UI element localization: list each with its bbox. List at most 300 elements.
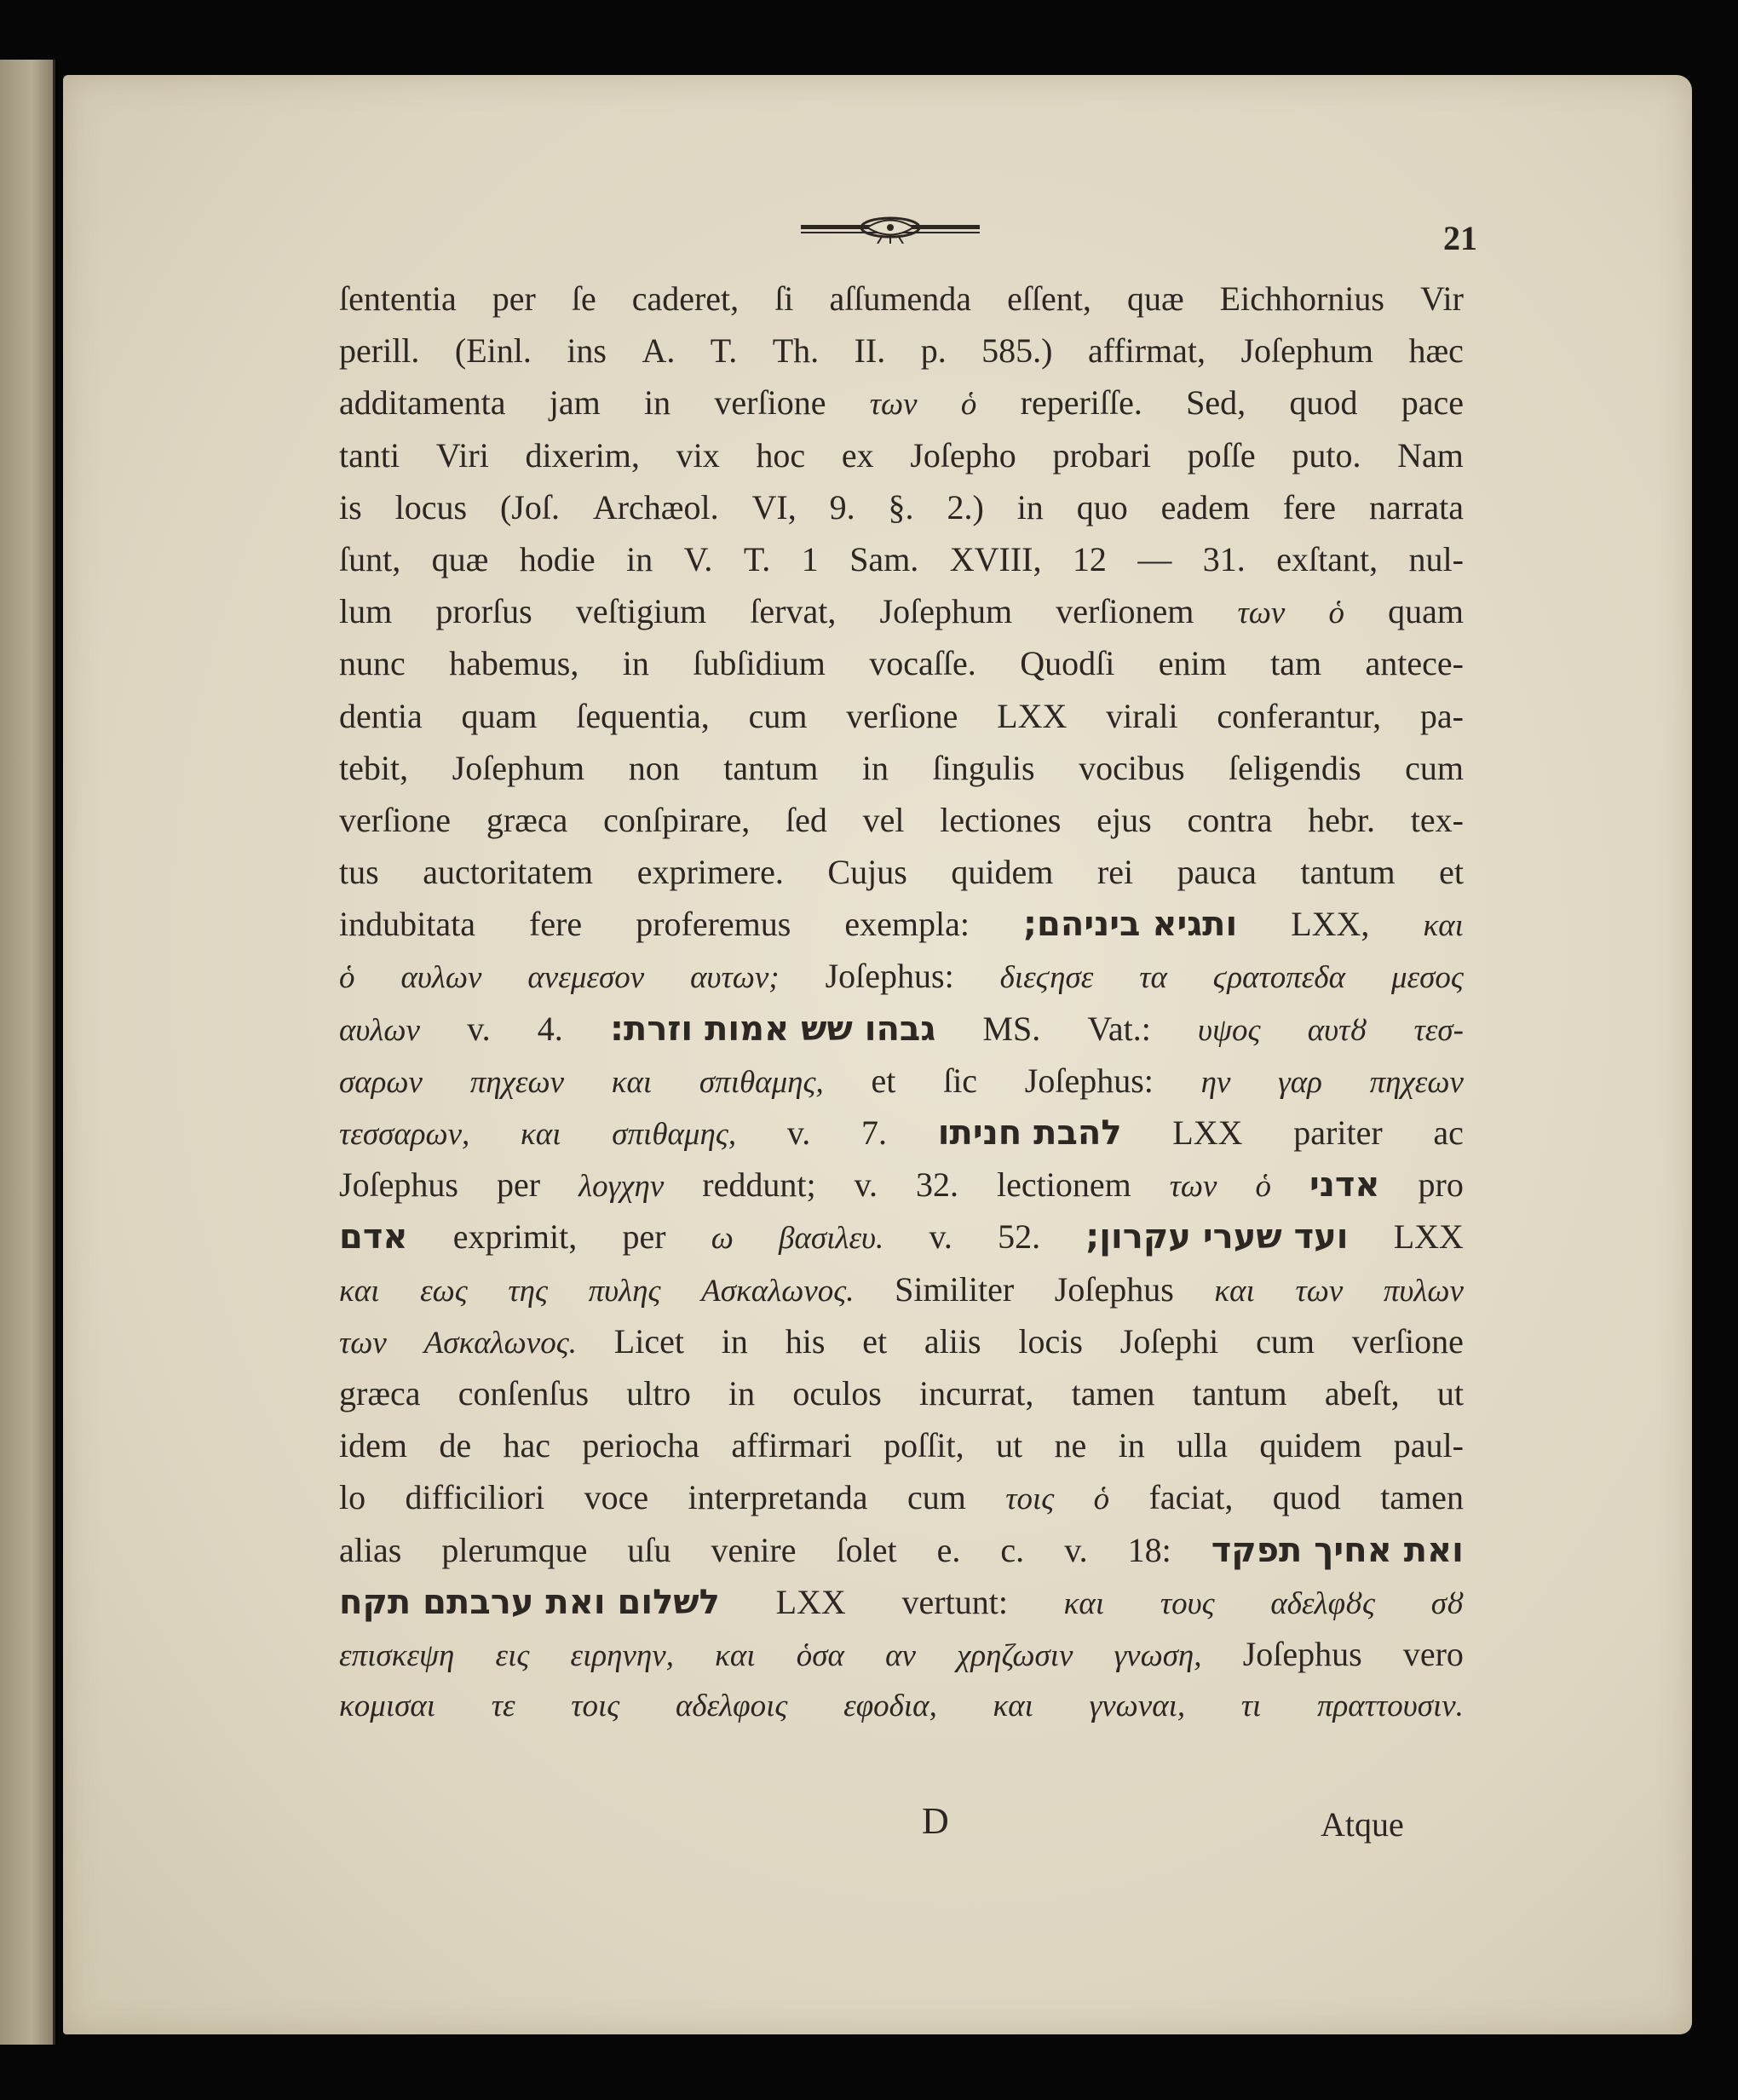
word: vel (862, 800, 905, 839)
word: V. (683, 539, 713, 578)
greek-word: πηχεων (469, 1064, 564, 1100)
word: is (339, 487, 362, 526)
word: ex (841, 435, 874, 475)
greek-word: αυλων (339, 1012, 420, 1048)
word: tam (1270, 644, 1322, 683)
word: tantum (1300, 853, 1396, 892)
word: Eichhornius (1219, 279, 1384, 318)
word: II. (854, 331, 886, 371)
greek-word: Ασκαλωνος. (701, 1273, 855, 1309)
text-line (339, 1367, 1464, 1419)
word: Joſephus (339, 1165, 458, 1205)
word: difficiliori (405, 1478, 545, 1517)
greek-word: σαρων (339, 1064, 423, 1100)
word: affirmari (731, 1426, 852, 1465)
word: jam (549, 383, 601, 423)
word: et (1439, 853, 1464, 892)
word: poſſe (1187, 435, 1256, 475)
word: vix (676, 435, 720, 475)
word: non (628, 748, 680, 787)
word: reperiſſe. (1020, 383, 1142, 423)
word: enim (1158, 644, 1227, 683)
greek-word: επισκεψη (339, 1637, 455, 1673)
word: exprimere. (636, 853, 784, 892)
word: voce (584, 1478, 649, 1517)
greek-word: και (715, 1637, 756, 1673)
word: habemus, (449, 644, 579, 683)
word: locis (1018, 1321, 1083, 1361)
greek-word: σπιθαμης, (699, 1064, 824, 1100)
word: v. (854, 1165, 878, 1205)
greek-word: γαρ (1278, 1064, 1322, 1100)
word: LXX (1172, 1113, 1243, 1152)
hebrew-phrase: להבת חניתו (937, 1113, 1122, 1153)
word: hoc (756, 435, 806, 475)
word: puto. (1292, 435, 1361, 475)
greek-word: μεσος (1390, 960, 1464, 996)
word: Licet (613, 1321, 684, 1361)
header-ornament (801, 213, 980, 244)
greek-word: εως (420, 1273, 468, 1309)
word: idem (339, 1426, 407, 1465)
word: 9. (829, 487, 855, 526)
word: rei (1096, 853, 1134, 892)
word: ſingulis (932, 748, 1035, 787)
word: Viri (435, 435, 489, 475)
text-line (339, 1055, 1464, 1107)
word: locus (394, 487, 468, 526)
word: periocha (582, 1426, 700, 1465)
word: græca (339, 1373, 421, 1412)
word: lo (339, 1478, 366, 1517)
word: LXX (1393, 1217, 1464, 1257)
word: Similiter (895, 1269, 1015, 1309)
word: probari (1052, 435, 1151, 475)
word: ſic (943, 1061, 978, 1100)
word: LXX, (1291, 905, 1370, 944)
word: Archæol. (592, 487, 719, 526)
word: conferantur, (1217, 696, 1382, 735)
greek-word: τι (1240, 1689, 1262, 1724)
word: alias (339, 1530, 402, 1569)
word: exprimit, (452, 1217, 578, 1257)
word: virali (1106, 696, 1178, 735)
word: ſe (571, 279, 596, 318)
word: in (861, 748, 889, 787)
greek-word: ανεμεσον (527, 960, 645, 996)
greek-word: τεσσαρων, (339, 1117, 470, 1152)
word: vertunt: (901, 1582, 1008, 1621)
greek-word: χρηζωσιν (957, 1637, 1073, 1673)
word: in (1118, 1426, 1145, 1465)
word: pauca (1177, 853, 1257, 892)
greek-word: ην (1200, 1064, 1231, 1100)
text-line (339, 533, 1464, 585)
greek-word: Ασκαλωνος. (423, 1325, 577, 1361)
greek-word: πυλης (588, 1273, 661, 1309)
word: LXX (997, 696, 1068, 735)
word: pariter (1293, 1113, 1383, 1152)
greek-word: τα (1139, 960, 1167, 996)
word: 7. (861, 1113, 888, 1152)
word: verſionem (1056, 592, 1194, 631)
text-line (339, 794, 1464, 846)
signature-mark: D (922, 1800, 949, 1842)
greek-word: και (611, 1064, 653, 1100)
word: exſtant, (1276, 539, 1378, 578)
catchword: Atque (1321, 1805, 1404, 1844)
text-line (339, 1315, 1464, 1367)
word: conſenſus (458, 1373, 590, 1412)
word: cum (906, 1478, 966, 1517)
word: §. (888, 487, 914, 526)
word: auctoritatem (423, 853, 594, 892)
word: in (728, 1373, 756, 1412)
greek-word: ὁσα (796, 1637, 844, 1673)
word: ut (995, 1426, 1023, 1465)
text-line (339, 950, 1464, 1002)
word: 52. (998, 1217, 1041, 1257)
greek-word: αδελφȣς (1270, 1585, 1376, 1621)
word: c. (1000, 1530, 1025, 1569)
word: T. (743, 539, 771, 578)
word: ulla (1177, 1426, 1229, 1465)
greek-word: σȣ (1430, 1585, 1464, 1621)
word: Joſephum (452, 748, 585, 787)
text-line (339, 690, 1464, 742)
word: — (1137, 539, 1172, 578)
word: v. (929, 1217, 952, 1257)
word: (Einl. (454, 331, 532, 371)
word: in (622, 644, 649, 683)
word: Th. (772, 331, 820, 371)
greek-word: πηχεων (1369, 1064, 1464, 1100)
word: vocibus (1079, 748, 1185, 787)
word: ſolet (836, 1530, 897, 1569)
greek-word: ὁ (1328, 595, 1344, 631)
word: additamenta (339, 383, 506, 423)
word: (Joſ. (499, 487, 560, 526)
greek-word: των (1295, 1273, 1344, 1309)
word: Vir (1419, 279, 1464, 318)
word: Joſephum (879, 592, 1013, 631)
word: ſententia (339, 279, 457, 318)
previous-page-edge (0, 60, 55, 2045)
word: tamen (1071, 1373, 1155, 1412)
word: nunc (339, 644, 406, 683)
text-line (339, 377, 1464, 429)
word: affirmat, (1087, 331, 1206, 371)
word: v. (786, 1113, 811, 1152)
word: Nam (1397, 435, 1464, 475)
text-line (339, 429, 1464, 481)
greek-word: ω (711, 1221, 734, 1257)
word: et (862, 1321, 888, 1361)
word: ultro (626, 1373, 691, 1412)
hebrew-phrase: גבהו שש אמות וזרת: (610, 1009, 936, 1049)
greek-word: αυτων; (690, 960, 780, 996)
text-line (339, 1680, 1464, 1732)
word: et (871, 1061, 896, 1100)
word: ac (1433, 1113, 1464, 1152)
word: tamen (1380, 1478, 1464, 1517)
word: ejus (1096, 800, 1152, 839)
word: 12 (1072, 539, 1107, 578)
word: 1 (801, 539, 819, 578)
word: Cujus (827, 853, 907, 892)
word: ſervat, (750, 592, 837, 631)
hebrew-phrase: ותגיא ביניהם; (1023, 905, 1238, 945)
greek-word: τεσ- (1413, 1012, 1464, 1048)
word: XVIII, (949, 539, 1042, 578)
text-line (339, 846, 1464, 898)
text-line (339, 898, 1464, 950)
word: cum (1256, 1321, 1315, 1361)
word: Joſephum (1240, 331, 1374, 371)
word: ne (1054, 1426, 1087, 1465)
word: Sed, (1186, 383, 1246, 423)
greek-word: και (1063, 1585, 1105, 1621)
greek-word: ϛρατοπεδα (1212, 960, 1346, 996)
word: dentia (339, 696, 423, 735)
word: verſione (714, 383, 826, 423)
greek-word: και (339, 1273, 380, 1309)
greek-word: ὁ (960, 387, 977, 423)
text-line (339, 1524, 1464, 1576)
word: incurrat, (919, 1373, 1034, 1412)
word: per (622, 1217, 666, 1257)
greek-word: των (1169, 1169, 1217, 1205)
word: plerumque (441, 1530, 588, 1569)
word: v. (1064, 1530, 1088, 1569)
word: MS. (982, 1009, 1041, 1048)
word: ut (1436, 1373, 1464, 1412)
word: quæ (1126, 279, 1184, 318)
greek-word: υψος (1198, 1012, 1261, 1048)
word: prorſus (435, 592, 532, 631)
greek-word: και (1423, 908, 1464, 944)
word: venire (711, 1530, 797, 1569)
word: fere (1282, 487, 1337, 526)
word: tus (339, 853, 379, 892)
word: quam (461, 696, 538, 735)
text-line (339, 481, 1464, 533)
word: quod (1272, 1478, 1341, 1517)
word: exempla: (844, 905, 970, 944)
word: ſeligendis (1229, 748, 1361, 787)
greek-word: αυλων (400, 960, 482, 996)
word: ſunt, (339, 539, 401, 578)
greek-word: ὁ (1093, 1482, 1110, 1517)
word: contra (1187, 800, 1273, 839)
word: verſione (846, 696, 958, 735)
word: tanti (339, 435, 400, 475)
word: perill. (339, 331, 420, 371)
word: 4. (537, 1009, 563, 1048)
word: pace (1401, 383, 1464, 423)
text-line (339, 1263, 1464, 1315)
word: reddunt; (702, 1165, 816, 1205)
text-line (339, 1107, 1464, 1159)
text-line (339, 637, 1464, 689)
greek-word: σπιθαμης, (612, 1117, 737, 1152)
word: narrata (1368, 487, 1464, 526)
text-line (339, 585, 1464, 637)
word: quo (1076, 487, 1128, 526)
word: hodie (519, 539, 596, 578)
word: paul- (1393, 1426, 1464, 1465)
word: quam (1388, 592, 1464, 631)
word: vero (1402, 1634, 1464, 1673)
word: Joſepho (910, 435, 1016, 475)
page-number: 21 (1443, 219, 1477, 257)
word: caderet, (631, 279, 740, 318)
word: veſtigium (575, 592, 707, 631)
word: aſſumenda (829, 279, 972, 318)
word: pro (1418, 1165, 1464, 1205)
text-line (339, 325, 1464, 377)
word: Vat.: (1087, 1009, 1151, 1048)
greek-word: βασιλευ. (779, 1221, 884, 1257)
word: dixerim, (525, 435, 640, 475)
word: fere (529, 905, 583, 944)
word: oculos (792, 1373, 882, 1412)
text-line (339, 1211, 1464, 1263)
greek-word: των (1237, 595, 1286, 631)
word: cum (1405, 748, 1464, 787)
word: 585.) (981, 331, 1053, 371)
word: Quodſi (1020, 644, 1115, 683)
word: per (492, 279, 536, 318)
text-line (339, 1628, 1464, 1680)
greek-word: γνωση, (1114, 1637, 1202, 1673)
hebrew-phrase: לשלום ואת ערבתם תקח (339, 1582, 720, 1622)
greek-word: αν (885, 1637, 916, 1673)
word: v. (467, 1009, 491, 1048)
text-line (339, 1576, 1464, 1628)
word: per (497, 1165, 541, 1205)
word: Joſephus (1054, 1269, 1174, 1309)
word: uſu (627, 1530, 671, 1569)
hebrew-phrase: ואת אחיך תפקד (1211, 1530, 1464, 1570)
text-line (339, 1419, 1464, 1471)
greek-word: αυτȣ (1307, 1012, 1367, 1048)
word: LXX (775, 1582, 846, 1621)
word: proferemus (636, 905, 791, 944)
word: lectionem (996, 1165, 1131, 1205)
word: lectiones (940, 800, 1062, 839)
word: eſſent, (1007, 279, 1091, 318)
word: ſequentia, (576, 696, 710, 735)
word: interpretanda (688, 1478, 868, 1517)
word: eadem (1160, 487, 1250, 526)
word: quod (1289, 383, 1358, 423)
greek-word: εις (495, 1637, 530, 1673)
text-line (339, 1471, 1464, 1523)
text-line (339, 273, 1464, 325)
greek-word: πυλων (1383, 1273, 1464, 1309)
word: T. (710, 331, 738, 371)
word: ſi (774, 279, 794, 318)
word: faciat, (1148, 1478, 1234, 1517)
word: quidem (951, 853, 1054, 892)
greek-word: εφοδια, (843, 1689, 937, 1724)
greek-word: αδελφοις (675, 1689, 788, 1724)
word: 31. (1202, 539, 1246, 578)
word: cum (748, 696, 808, 735)
word: vocaſſe. (869, 644, 976, 683)
word: Joſephi (1119, 1321, 1219, 1361)
greek-word: και (1214, 1273, 1255, 1309)
word: antece- (1365, 644, 1464, 683)
word: Joſephus: (1024, 1061, 1154, 1100)
word: A. (642, 331, 676, 371)
word: pa- (1419, 696, 1464, 735)
greek-word: ὁ (339, 960, 355, 996)
text-line (339, 1159, 1464, 1211)
word: ſubſidium (693, 644, 826, 683)
word: Joſephus: (825, 957, 954, 996)
word: græca (486, 800, 568, 839)
word: hac (503, 1426, 550, 1465)
word: hæc (1408, 331, 1464, 371)
greek-word: ὁ (1255, 1169, 1271, 1205)
word: ins (567, 331, 607, 371)
greek-word: και (521, 1117, 561, 1152)
word: tantum (723, 748, 819, 787)
greek-word: τοις (571, 1689, 620, 1724)
word: tex- (1410, 800, 1464, 839)
greek-word: ειρηνην, (570, 1637, 674, 1673)
word: indubitata (339, 905, 475, 944)
greek-word: διεϛησε (999, 960, 1094, 996)
greek-word: των (339, 1325, 387, 1361)
word: poſſit, (883, 1426, 964, 1465)
word: Joſephus (1242, 1634, 1362, 1673)
word: conſpirare, (603, 800, 751, 839)
greek-word: τε (491, 1689, 515, 1724)
greek-word: κομισαι (339, 1689, 436, 1724)
word: his (785, 1321, 826, 1361)
word: 2.) (947, 487, 984, 526)
word: 18: (1127, 1530, 1171, 1569)
greek-word: των (869, 387, 918, 423)
word: VI, (751, 487, 797, 526)
greek-word: τους (1160, 1585, 1215, 1621)
greek-word: της (508, 1273, 549, 1309)
word: abeſt, (1324, 1373, 1400, 1412)
text-line (339, 742, 1464, 794)
hebrew-phrase: אדני (1309, 1165, 1380, 1205)
word: lum (339, 592, 393, 631)
greek-word: γνωναι, (1089, 1689, 1186, 1724)
word: tebit, (339, 748, 409, 787)
word: de (439, 1426, 472, 1465)
word: tantum (1192, 1373, 1287, 1412)
body-text (339, 273, 1464, 1732)
word: nul- (1408, 539, 1464, 578)
greek-word: λογχην (578, 1169, 665, 1205)
hebrew-phrase: ועד שערי עקרון; (1085, 1217, 1349, 1257)
word: in (721, 1321, 748, 1361)
word: quæ (431, 539, 489, 578)
greek-word: πραττουσιν. (1317, 1689, 1464, 1724)
text-line (339, 1003, 1464, 1055)
word: ſed (786, 800, 827, 839)
word: hebr. (1308, 800, 1376, 839)
word: in (1016, 487, 1044, 526)
greek-word: και (993, 1689, 1033, 1724)
